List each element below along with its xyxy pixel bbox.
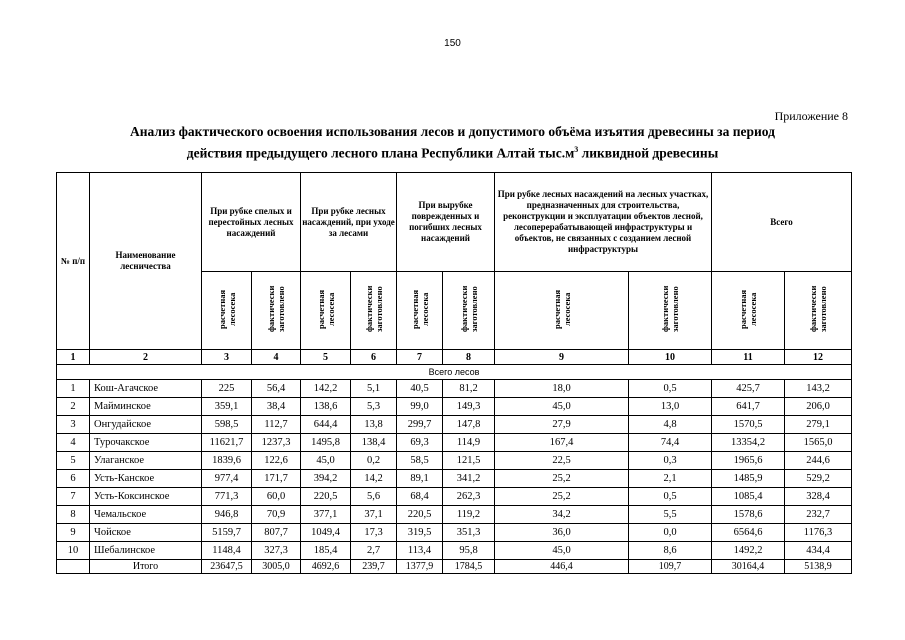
section-row: Всего лесов [57,365,852,380]
value-cell: 0,2 [351,452,397,470]
forestry-name: Кош-Агачское [90,380,202,398]
value-cell: 13354,2 [712,434,785,452]
value-cell: 1578,6 [712,506,785,524]
value-cell: 17,3 [351,524,397,542]
row-number: 7 [57,488,90,506]
table-row [57,470,852,488]
header-group-infrastructure: При рубке лесных насаждений на лесных участках, предназначенных для строительства, реконструкции и эксплуатации объектов лесной, лесоперерабатывающей инфраструктуры и объектов, не связанных с созданием лесной инфраструктуры [495,173,712,272]
value-cell: 143,2 [785,380,852,398]
value-cell: 113,4 [397,542,443,560]
value-cell: 946,8 [202,506,252,524]
value-cell: 0,0 [629,524,712,542]
value-cell: 1570,5 [712,416,785,434]
data-rows [57,380,852,560]
value-cell: 45,0 [495,398,629,416]
table-row [57,542,852,560]
value-cell: 359,1 [202,398,252,416]
forestry-name: Усть-Канское [90,470,202,488]
value-cell: 220,5 [397,506,443,524]
value-cell: 81,2 [443,380,495,398]
value-cell: 5,5 [629,506,712,524]
value-cell: 425,7 [712,380,785,398]
subheader-fact: фактически заготовлено [443,272,495,350]
col-number: 11 [712,350,785,365]
col-number: 3 [202,350,252,365]
header-group-damaged: При вырубке поврежденных и погибших лесных насаждений [397,173,495,272]
value-cell: 351,3 [443,524,495,542]
total-cell: 446,4 [495,560,629,574]
value-cell: 0,5 [629,380,712,398]
value-cell: 225 [202,380,252,398]
value-cell: 121,5 [443,452,495,470]
header-group-total: Всего [712,173,852,272]
value-cell: 171,7 [252,470,301,488]
value-cell: 45,0 [495,542,629,560]
value-cell: 5,6 [351,488,397,506]
value-cell: 167,4 [495,434,629,452]
value-cell: 319,5 [397,524,443,542]
value-cell: 69,3 [397,434,443,452]
total-cell: 3005,0 [252,560,301,574]
value-cell: 70,9 [252,506,301,524]
value-cell: 807,7 [252,524,301,542]
table-row [57,524,852,542]
value-cell: 1237,3 [252,434,301,452]
title-superscript: 3 [574,145,579,154]
col-number: 12 [785,350,852,365]
col-number: 8 [443,350,495,365]
value-cell: 279,1 [785,416,852,434]
col-number: 4 [252,350,301,365]
value-cell: 147,8 [443,416,495,434]
value-cell: 27,9 [495,416,629,434]
value-cell: 13,8 [351,416,397,434]
total-row [57,560,852,574]
value-cell: 328,4 [785,488,852,506]
value-cell: 1565,0 [785,434,852,452]
value-cell: 0,3 [629,452,712,470]
value-cell: 149,3 [443,398,495,416]
subheader-fact: фактически заготовлено [785,272,852,350]
col-number: 7 [397,350,443,365]
header-group-mature: При рубке спелых и перестойных лесных насаждений [202,173,301,272]
col-number: 5 [301,350,351,365]
document-title [70,123,835,163]
value-cell: 771,3 [202,488,252,506]
value-cell: 1965,6 [712,452,785,470]
value-cell: 341,2 [443,470,495,488]
value-cell: 138,4 [351,434,397,452]
row-number: 1 [57,380,90,398]
total-cell: 1784,5 [443,560,495,574]
subheader-fact: фактически заготовлено [252,272,301,350]
value-cell: 37,1 [351,506,397,524]
total-cell: 1377,9 [397,560,443,574]
value-cell: 34,2 [495,506,629,524]
value-cell: 185,4 [301,542,351,560]
col-number: 1 [57,350,90,365]
subheader-fact: фактически заготовлено [351,272,397,350]
forestry-name: Шебалинское [90,542,202,560]
value-cell: 14,2 [351,470,397,488]
value-cell: 232,7 [785,506,852,524]
forestry-name: Чемальское [90,506,202,524]
value-cell: 68,4 [397,488,443,506]
row-number: 4 [57,434,90,452]
title-line-1: Анализ фактического освоения использования лесов и допустимого объёма изъятия древесины за период [130,124,775,139]
value-cell: 38,4 [252,398,301,416]
total-cell: 4692,6 [301,560,351,574]
value-cell: 40,5 [397,380,443,398]
row-number: 10 [57,542,90,560]
value-cell: 1176,3 [785,524,852,542]
value-cell: 114,9 [443,434,495,452]
col-number: 2 [90,350,202,365]
forestry-name: Чойское [90,524,202,542]
value-cell: 0,5 [629,488,712,506]
title-line-2-end: ликвидной древесины [578,145,719,161]
forestry-name: Турочакское [90,434,202,452]
value-cell: 36,0 [495,524,629,542]
value-cell: 244,6 [785,452,852,470]
subheader-plan: расчетная лесосека [202,272,252,350]
value-cell: 142,2 [301,380,351,398]
value-cell: 56,4 [252,380,301,398]
value-cell: 89,1 [397,470,443,488]
page-number: 150 [444,38,461,49]
value-cell: 5,1 [351,380,397,398]
value-cell: 58,5 [397,452,443,470]
table-row [57,452,852,470]
row-number: 9 [57,524,90,542]
value-cell: 598,5 [202,416,252,434]
col-number: 6 [351,350,397,365]
table-row [57,488,852,506]
value-cell: 206,0 [785,398,852,416]
col-number: 9 [495,350,629,365]
row-number: 3 [57,416,90,434]
value-cell: 529,2 [785,470,852,488]
row-number: 6 [57,470,90,488]
value-cell: 22,5 [495,452,629,470]
subheader-plan: расчетная лесосека [495,272,629,350]
value-cell: 262,3 [443,488,495,506]
value-cell: 394,2 [301,470,351,488]
table-row [57,416,852,434]
value-cell: 220,5 [301,488,351,506]
value-cell: 4,8 [629,416,712,434]
forest-use-table [56,172,852,574]
table-row [57,506,852,524]
value-cell: 74,4 [629,434,712,452]
value-cell: 2,7 [351,542,397,560]
value-cell: 299,7 [397,416,443,434]
subheader-plan: расчетная лесосека [397,272,443,350]
value-cell: 1085,4 [712,488,785,506]
appendix-label: Приложение 8 [774,109,848,123]
row-number: 8 [57,506,90,524]
total-cell: 109,7 [629,560,712,574]
value-cell: 644,4 [301,416,351,434]
total-label: Итого [90,560,202,574]
value-cell: 5159,7 [202,524,252,542]
value-cell: 45,0 [301,452,351,470]
value-cell: 1839,6 [202,452,252,470]
value-cell: 1485,9 [712,470,785,488]
table-row [57,380,852,398]
value-cell: 977,4 [202,470,252,488]
value-cell: 119,2 [443,506,495,524]
forestry-name: Онгудайское [90,416,202,434]
total-cell: 5138,9 [785,560,852,574]
value-cell: 1049,4 [301,524,351,542]
table-row [57,434,852,452]
value-cell: 1148,4 [202,542,252,560]
value-cell: 2,1 [629,470,712,488]
row-number: 5 [57,452,90,470]
total-cell: 30164,4 [712,560,785,574]
col-number: 10 [629,350,712,365]
title-line-2: действия предыдущего лесного плана Республики Алтай тыс.м [186,145,575,161]
table-row [57,398,852,416]
value-cell: 13,0 [629,398,712,416]
value-cell: 122,6 [252,452,301,470]
value-cell: 6564,6 [712,524,785,542]
value-cell: 1495,8 [301,434,351,452]
value-cell: 434,4 [785,542,852,560]
forestry-name: Майминское [90,398,202,416]
total-num [57,560,90,574]
row-number: 2 [57,398,90,416]
subheader-plan: расчетная лесосека [301,272,351,350]
value-cell: 112,7 [252,416,301,434]
value-cell: 60,0 [252,488,301,506]
header-name: Наименование лесничества [90,173,202,350]
subheader-plan: расчетная лесосека [712,272,785,350]
forestry-name: Усть-Коксинское [90,488,202,506]
forestry-name: Улаганское [90,452,202,470]
value-cell: 327,3 [252,542,301,560]
value-cell: 11621,7 [202,434,252,452]
value-cell: 138,6 [301,398,351,416]
value-cell: 8,6 [629,542,712,560]
value-cell: 5,3 [351,398,397,416]
value-cell: 377,1 [301,506,351,524]
value-cell: 641,7 [712,398,785,416]
header-num: № п/п [57,173,90,350]
total-cell: 23647,5 [202,560,252,574]
value-cell: 25,2 [495,470,629,488]
value-cell: 95,8 [443,542,495,560]
value-cell: 1492,2 [712,542,785,560]
value-cell: 25,2 [495,488,629,506]
header-group-care: При рубке лесных насаждений, при уходе за лесами [301,173,397,272]
subheader-fact: фактически заготовлено [629,272,712,350]
value-cell: 18,0 [495,380,629,398]
value-cell: 99,0 [397,398,443,416]
total-cell: 239,7 [351,560,397,574]
